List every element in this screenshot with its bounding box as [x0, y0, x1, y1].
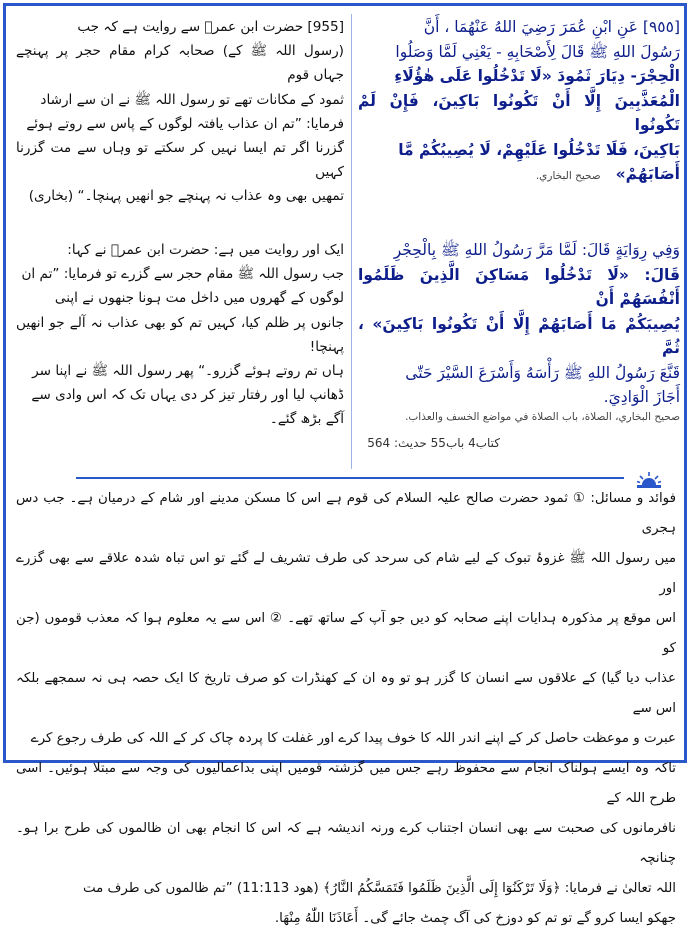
column-divider	[351, 14, 352, 469]
page-frame	[3, 3, 687, 926]
arabic-source: صحيح البخاري.	[535, 170, 601, 182]
urdu-riwaya-line: ڈھانپ لیا اور رفتار تیز کر دی یہاں تک کہ اس وادی سے	[31, 387, 344, 404]
fawaid-line: عذاب دیا گیا) کے علاقوں سے انسان کا گزر ہو تو وہ ان کے کھنڈرات کو صرف تاریخ کا ایک حصہ ہی نہ سمجھے بلکہ اس سے	[16, 671, 676, 716]
urdu-riwaya-line: آگے بڑھ گئے۔	[269, 411, 344, 428]
arabic-riwaya-block	[358, 238, 680, 410]
kitab-reference: کتاب4 باب55 حدیث: 564	[367, 436, 500, 450]
urdu-riwaya-line: ہاں تم روتے ہوئے گزرو۔“ پھر رسول اللہ ﷺ نے اپنا سر	[32, 363, 344, 380]
arabic-line: بَاكِينَ، فَلَا تَدْخُلُوا عَلَيْهِمْ، لَا يُصِيبُكُمْ مَّا	[398, 140, 680, 159]
arabic-riwaya-line: أَجَازَ الْوَادِيَ.	[603, 388, 680, 406]
arabic-hadith-block	[358, 15, 680, 189]
urdu-riwaya-line: ایک اور روایت میں ہے: حضرت ابن عمرؓ نے کہا:	[67, 242, 344, 258]
fawaid-line: نافرمانوں کی صحبت سے بھی انسان اجتناب کرے ورنہ اندیشہ ہے کہ اس کا انجام بھی ان ظالموں کی طرح برا ہو۔ چنانچہ	[16, 821, 676, 866]
arabic-line: أَصَابَهُمْ»	[615, 165, 680, 183]
arabic-line: الْمُعَذَّبِينَ إِلَّا أَنْ تَكُونُوا بَاكِينَ، فَإِنْ لَمْ تَكُونُوا	[358, 91, 680, 134]
urdu-riwaya-line: جب رسول اللہ ﷺ مقام حجر سے گزرے تو فرمایا: ”تم ان	[21, 266, 344, 283]
arabic-riwaya-line: قَنَّعَ رَسُولُ اللهِ ﷺ رَأْسَهُ وَأَسْرَعَ السَّيْرَ حَتّٰى	[405, 363, 680, 382]
fawaid-block	[16, 484, 676, 934]
fawaid-line: میں رسول اللہ ﷺ غزوۂ تبوک کے لیے شام کی سرحد کی طرف تشریف لے گئے تو اس تباہ شدہ علاقے سے بھی گزرے اور	[16, 551, 676, 596]
urdu-line: (رسول اللہ ﷺ کے) صحابہ کرام مقام حجر پر پہنچے جہاں قوم	[16, 43, 344, 84]
urdu-line: تمھیں بھی وہ عذاب نہ پہنچے جو انھیں پہنچا۔“ (بخاری)	[28, 188, 344, 205]
urdu-riwaya-line: لوگوں کے گھروں میں داخل مت ہونا جنھوں نے اپنی	[54, 290, 344, 307]
arabic-line: [٩٥٥] عَنِ ابْنِ عُمَرَ رَضِيَ اللهُ عَنْهُمَا ، أَنَّ	[423, 18, 680, 36]
fawaid-line: عبرت و موعظت حاصل کر کے اپنے اندر اللہ کا خوف پیدا کرے اور غفلت کا پردہ چاک کر کے اللہ کی طرف رجوع کرے	[30, 731, 676, 746]
fawaid-line: تاکہ وہ ایسے ہولناک انجام سے محفوظ رہے جس میں گزشتہ قومیں اپنی بداعمالیوں کی وجہ سے مبتلا ہوئیں۔ اسی طرح اللہ کے	[16, 761, 676, 806]
arabic-riwaya-line: وَفِي رِوَايَةٍ قَالَ: لَمَّا مَرَّ رَسُولُ اللهِ ﷺ بِالْحِجْرِ	[393, 241, 680, 259]
arabic-line: رَسُولَ اللهِ ﷺ قَالَ لِأَصْحَابِهِ - يَعْنِي لَمَّا وَصَلُوا	[395, 42, 680, 61]
fawaid-line: اس موقع پر مذکورہ ہدایات اپنے صحابہ کو دیں جو آپ کے ساتھ تھے۔ ② اس سے یہ معلوم ہوا کہ معذب قوموں (جن کو	[16, 611, 676, 656]
urdu-riwaya-block	[16, 238, 344, 432]
arabic-riwaya-line: يُصِيبَكُمْ مَا أَصَابَهُمْ إِلَّا أَنْ تَكُونُوا بَاكِينَ» ، ثُمَّ	[358, 314, 680, 357]
fawaid-line: فوائد و مسائل: ① ثمود حضرت صالح علیہ السلام کی قوم ہے اس کا مسکن مدینے اور شام کے درمیان ہے۔ جب دس ہجری	[16, 491, 676, 536]
urdu-translation-block	[16, 15, 344, 209]
section-separator	[76, 477, 624, 479]
fawaid-line: اللہ تعالیٰ نے فرمایا: ﴿وَلَا تَرْكَنُوٓا إِلَى الَّذِينَ ظَلَمُوا فَتَمَسَّكُمُ النَّارُ﴾ (ھود 11:113) ”تم ظالموں کی طرف مت	[82, 881, 676, 896]
urdu-line: گزرنا اگر تم ایسا نہیں کر سکتے تو وہاں سے مت گزرنا کہیں	[16, 140, 344, 181]
arabic-riwaya-line: قَالَ: «لَا تَدْخُلُوا مَسَاكِنَ الَّذِينَ ظَلَمُوا أَنْفُسَهُمْ أَنْ	[358, 265, 680, 308]
urdu-line: ثمود کے مکانات تھے تو رسول اللہ ﷺ نے ان سے ارشاد	[40, 91, 344, 108]
urdu-line: فرمایا: ”تم ان عذاب یافتہ لوگوں کے پاس سے روتے ہوئے	[26, 115, 344, 132]
arabic-riwaya-reference: صحيح البخاري، الصلاة، باب الصلاة في مواضع الخسف والعذاب.	[405, 411, 680, 423]
urdu-riwaya-line: جانوں پر ظلم کیا، کہیں تم کو بھی عذاب نہ آلے جو انھیں پہنچا!	[16, 314, 344, 355]
urdu-line: [955] حضرت ابن عمرؓ سے روایت ہے کہ جب	[77, 19, 344, 35]
arabic-line: الْحِجْرَ- دِيَارَ ثَمُودَ «لَا تَدْخُلُوا عَلَى هٰؤُلَاءِ	[394, 67, 680, 85]
fawaid-line: جھکو ایسا کرو گے تو تم کو دوزخ کی آگ چمٹ جائے گی۔ أَعَاذَنَا اللّٰهُ مِنْهَا.	[274, 911, 676, 926]
